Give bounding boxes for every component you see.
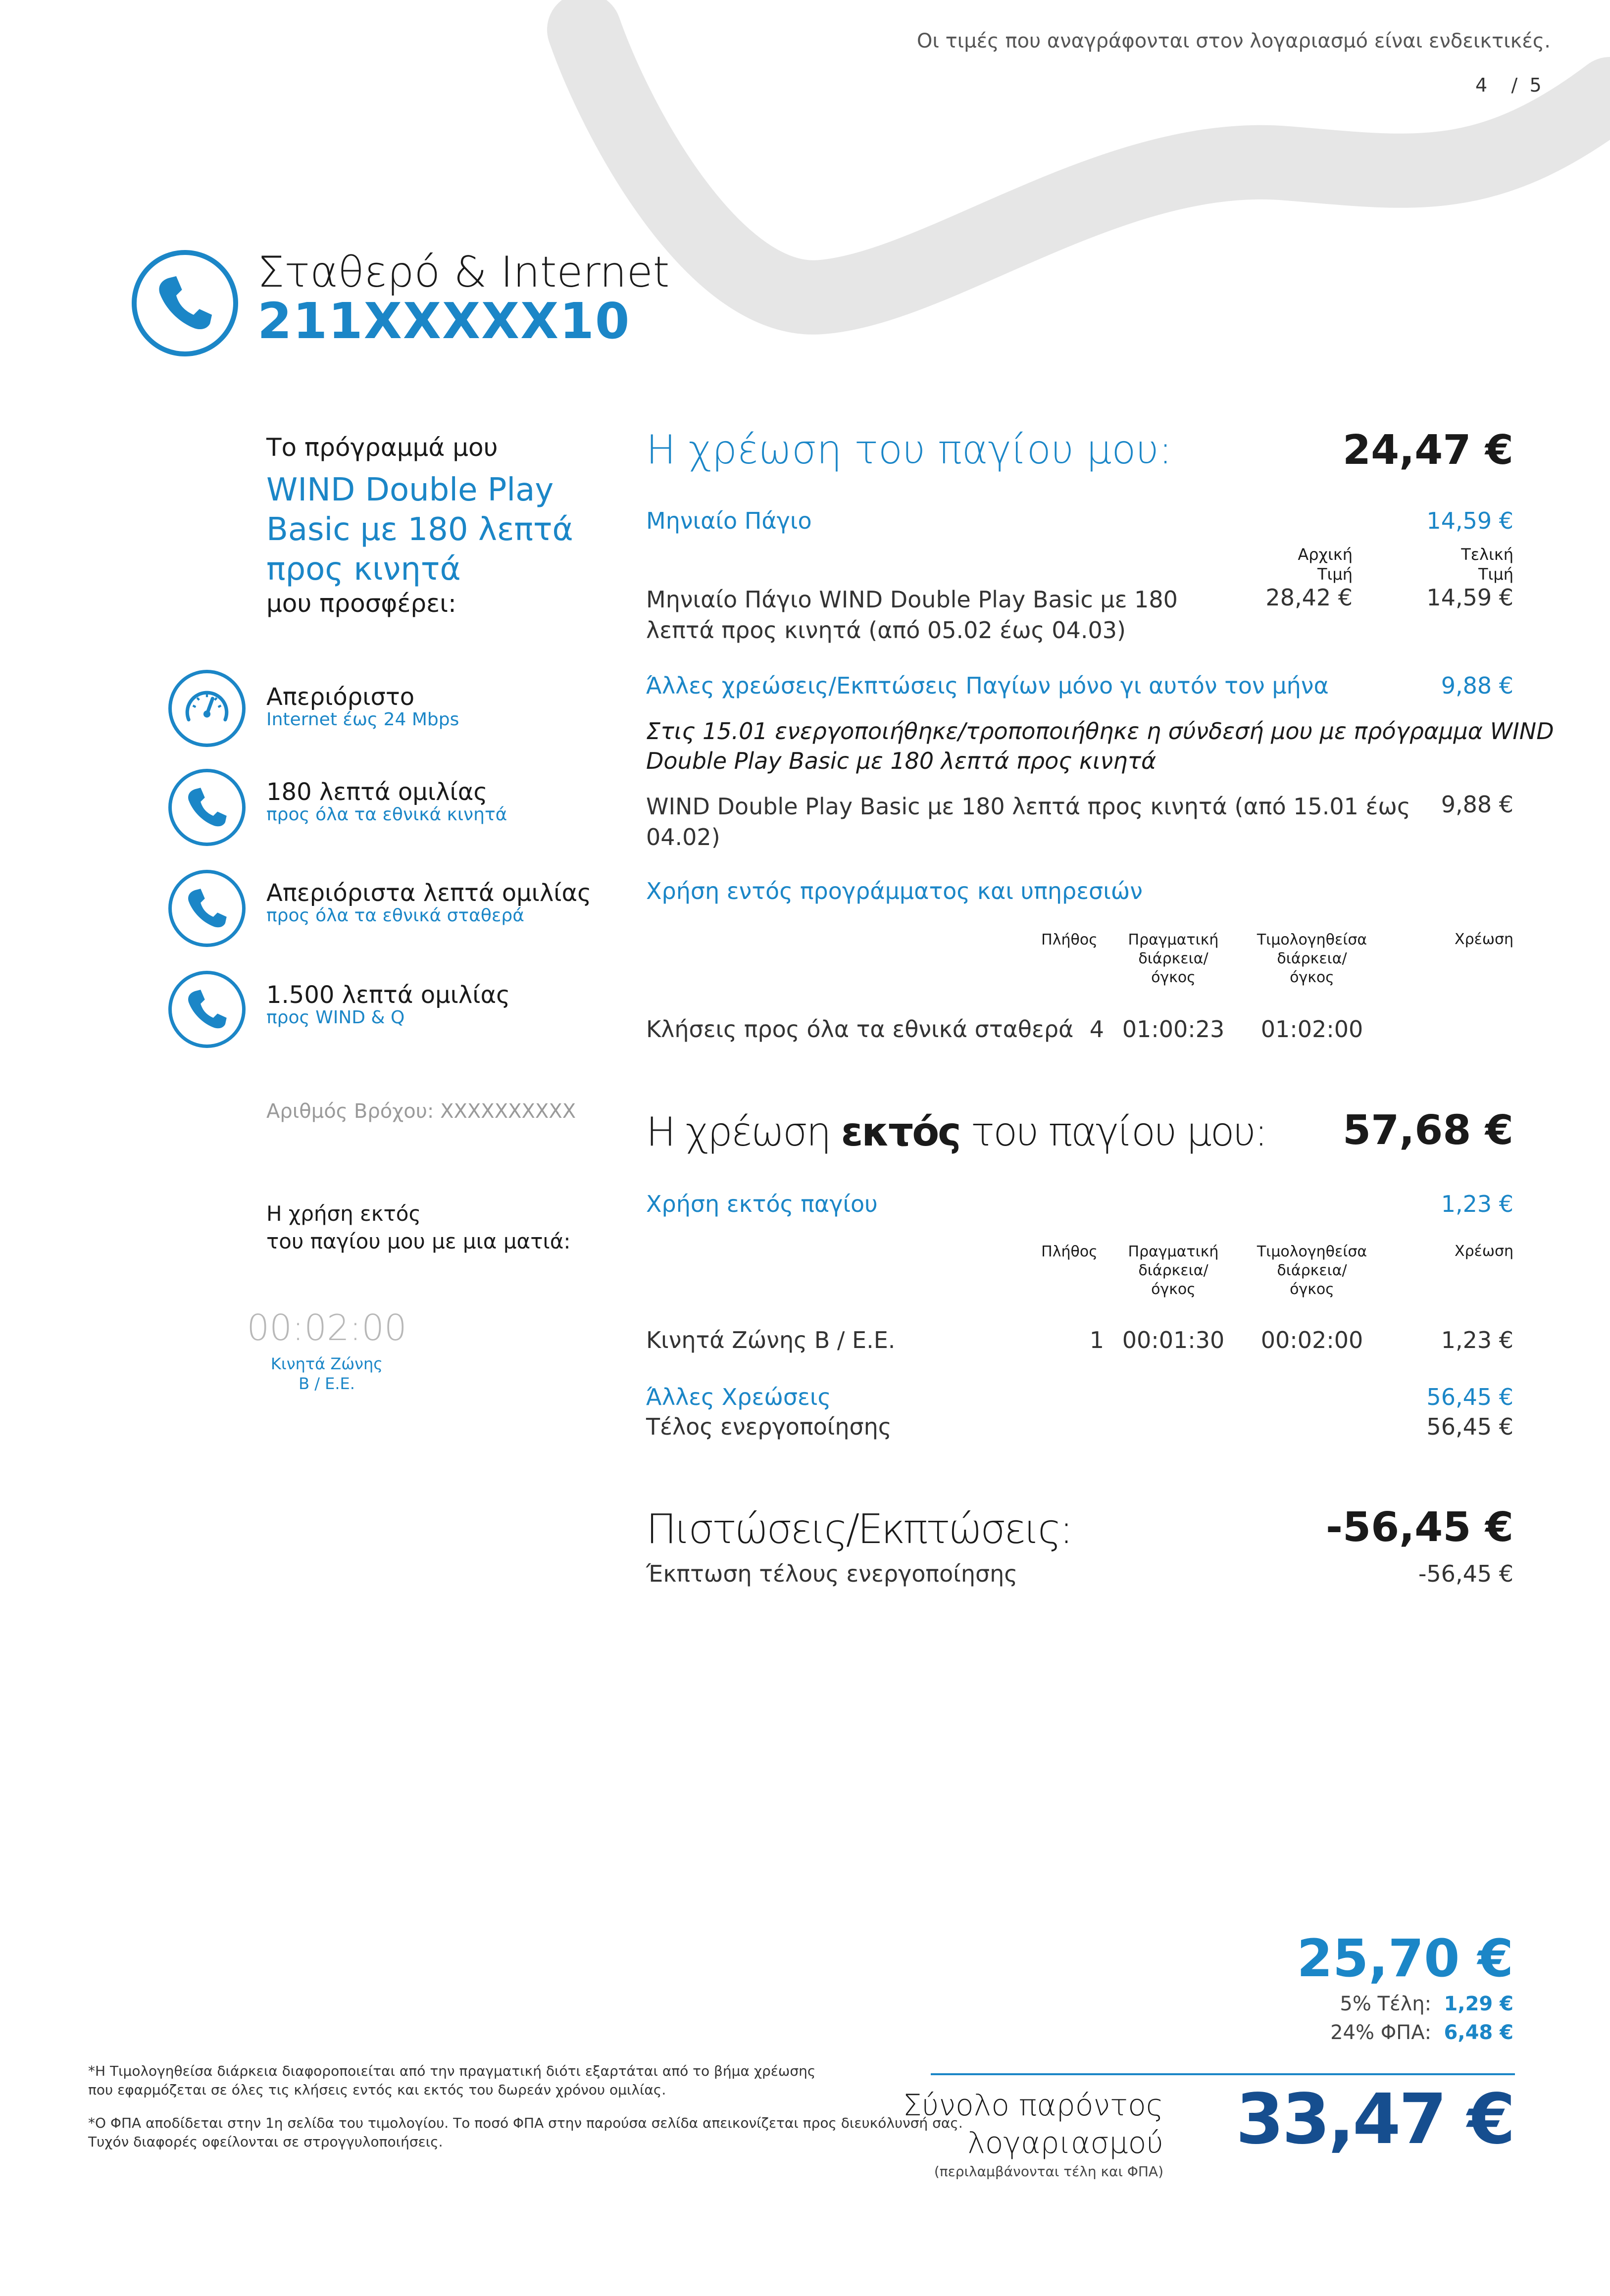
page-current: 4 bbox=[1475, 74, 1488, 96]
activation-note-line: Στις 15.01 ενεργοποιήθηκε/τροποποιήθηκε η σύνδεσή μου με πρόγραμμα WIND bbox=[646, 718, 1554, 745]
page-number bbox=[1475, 74, 1542, 96]
credits-total: -56,45 € bbox=[1325, 1504, 1513, 1551]
footnote-line: *Ο ΦΠΑ αποδίδεται στην 1η σελίδα του τιμολογίου. Το ποσό ΦΠΑ στην παρούσα σελίδα απεικονίζεται προς διευκόλυνσή σας. bbox=[88, 2115, 963, 2131]
fixed-charge-total: 24,47 € bbox=[1343, 427, 1513, 474]
phone-icon bbox=[168, 971, 246, 1048]
program-intro: Το πρόγραμμά μου bbox=[266, 433, 498, 462]
disclaimer-text: Οι τιμές που αναγράφονται στον λογαριασμό είναι ενδεικτικές. bbox=[916, 30, 1551, 52]
program-name bbox=[266, 470, 573, 589]
col-billed-duration bbox=[1243, 1243, 1381, 1299]
other-fixed-charges-amount: 9,88 € bbox=[1441, 672, 1513, 699]
usage-glance-label bbox=[228, 1354, 426, 1394]
outside-title-pre: Η χρέωση bbox=[646, 1109, 841, 1155]
footnote-line: που εφαρμόζεται σε όλες τις κλήσεις εντός και εκτός του δωρεάν χρόνου ομιλίας. bbox=[88, 2082, 666, 2098]
col-charge: Χρέωση bbox=[1455, 1243, 1513, 1260]
background-swoosh bbox=[0, 0, 1610, 446]
feature-subtitle: προς όλα τα εθνικά σταθερά bbox=[266, 905, 524, 926]
subtotal-amount: 25,70 € bbox=[1297, 1928, 1513, 1989]
other-charges-title: Άλλες Χρεώσεις bbox=[646, 1384, 831, 1410]
feature-title: Απεριόριστα λεπτά ομιλίας bbox=[266, 879, 592, 907]
monthly-fee-title: Μηνιαίο Πάγιο bbox=[646, 507, 812, 534]
col-billed-duration bbox=[1243, 931, 1381, 987]
usage-glance-line: του παγίου μου με μια ματιά: bbox=[266, 1229, 571, 1253]
credits-item-amount: -56,45 € bbox=[1418, 1560, 1513, 1587]
vat-label: 24% ΦΠΑ: bbox=[1330, 2021, 1432, 2044]
activation-note bbox=[646, 716, 1554, 776]
phone-icon bbox=[168, 870, 246, 947]
outside-charge-total: 57,68 € bbox=[1343, 1107, 1513, 1154]
program-offers: μου προσφέρει: bbox=[266, 589, 456, 618]
col-header-line: διάρκεια/ bbox=[1138, 1262, 1208, 1279]
monthly-fee-amount: 14,59 € bbox=[1426, 507, 1513, 534]
col-initial-price bbox=[1298, 545, 1353, 584]
table-row-actual: 00:01:30 bbox=[1122, 1327, 1225, 1353]
other-fixed-charges-title: Άλλες χρεώσεις/Εκπτώσεις Παγίων μόνο γι αυτόν τον μήνα bbox=[646, 672, 1329, 699]
loop-number: Αριθμός Βρόχου: XXXXXXXXXX bbox=[266, 1100, 576, 1123]
program-name-line: προς κινητά bbox=[266, 551, 461, 588]
speedometer-icon bbox=[168, 670, 246, 747]
outside-charge-title bbox=[646, 1109, 1266, 1155]
feature-subtitle: προς όλα τα εθνικά κινητά bbox=[266, 804, 507, 825]
col-header-line: διάρκεια/ bbox=[1277, 1262, 1347, 1279]
grand-total-note: (περιλαμβάνονται τέλη και ΦΠΑ) bbox=[934, 2163, 1163, 2180]
footnote-line: Τυχόν διαφορές οφείλονται σε στρογγυλοποιήσεις. bbox=[88, 2134, 443, 2150]
col-header-line: Τελική bbox=[1461, 545, 1513, 564]
outside-usage-amount: 1,23 € bbox=[1441, 1191, 1513, 1217]
col-header-line: Τιμή bbox=[1478, 565, 1513, 584]
grand-total-label-line: λογαριασμού bbox=[967, 2126, 1163, 2160]
col-header-line: όγκος bbox=[1151, 969, 1196, 986]
footnote-vat bbox=[88, 2114, 963, 2151]
col-actual-duration bbox=[1114, 1243, 1233, 1299]
col-qty: Πλήθος bbox=[1041, 1243, 1098, 1260]
col-header-line: Πραγματική bbox=[1128, 931, 1219, 948]
col-header-line: όγκος bbox=[1290, 969, 1334, 986]
other-fixed-item-amount: 9,88 € bbox=[1441, 791, 1513, 818]
table-row-charge: 1,23 € bbox=[1441, 1327, 1513, 1353]
monthly-fee-item-line: Μηνιαίο Πάγιο WIND Double Play Basic με 180 bbox=[646, 586, 1178, 613]
outside-title-bold: εκτός bbox=[841, 1109, 960, 1155]
usage-glance-line: Η χρήση εκτός bbox=[266, 1201, 421, 1226]
col-charge: Χρέωση bbox=[1455, 931, 1513, 948]
line-number: 211XXXXX10 bbox=[257, 292, 631, 350]
grand-total-amount: 33,47 € bbox=[1236, 2079, 1513, 2160]
other-fixed-item-line: 04.02) bbox=[646, 824, 720, 850]
usage-glance-label-line: Β / Ε.Ε. bbox=[299, 1374, 355, 1393]
table-row-billed: 01:02:00 bbox=[1260, 1016, 1363, 1043]
outside-usage-title: Χρήση εκτός παγίου bbox=[646, 1191, 878, 1217]
program-name-line: WIND Double Play bbox=[266, 472, 554, 508]
line-title: Σταθερό & Internet bbox=[257, 248, 670, 297]
col-header-line: διάρκεια/ bbox=[1138, 950, 1208, 967]
grand-total-label-line: Σύνολο παρόντος bbox=[903, 2088, 1163, 2123]
col-header-line: Αρχική bbox=[1298, 545, 1353, 564]
footnote-billing-step bbox=[88, 2062, 815, 2099]
col-header-line: Τιμολογηθείσα bbox=[1257, 1243, 1367, 1260]
table-row-qty: 1 bbox=[1089, 1327, 1104, 1353]
table-row-desc: Κλήσεις προς όλα τα εθνικά σταθερά bbox=[646, 1016, 1074, 1043]
phone-icon bbox=[132, 250, 238, 356]
monthly-fee-item-line: λεπτά προς κινητά (από 05.02 έως 04.03) bbox=[646, 617, 1126, 644]
usage-glance-heading bbox=[266, 1200, 571, 1255]
monthly-fee-final: 14,59 € bbox=[1426, 584, 1513, 611]
fees-amount: 1,29 € bbox=[1444, 1993, 1513, 2015]
col-actual-duration bbox=[1114, 931, 1233, 987]
col-header-line: Πραγματική bbox=[1128, 1243, 1219, 1260]
vat-line bbox=[1330, 2021, 1513, 2044]
credits-item: Έκπτωση τέλους ενεργοποίησης bbox=[646, 1560, 1018, 1587]
footnote-line: *Η Τιμολογηθείσα διάρκεια διαφοροποιείται από την πραγματική διότι εξαρτάται από το βήμα χρέωσης bbox=[88, 2063, 816, 2079]
page-separator: / bbox=[1511, 74, 1518, 96]
activation-note-line: Double Play Basic με 180 λεπτά προς κινητά bbox=[646, 748, 1157, 774]
table-row-actual: 01:00:23 bbox=[1122, 1016, 1225, 1043]
program-name-line: Basic με 180 λεπτά bbox=[266, 511, 573, 548]
col-header-line: Τιμή bbox=[1317, 565, 1353, 584]
col-qty: Πλήθος bbox=[1041, 931, 1098, 948]
phone-icon bbox=[168, 769, 246, 846]
other-fixed-item-line: WIND Double Play Basic με 180 λεπτά προς κινητά (από 15.01 έως bbox=[646, 793, 1410, 820]
vat-amount: 6,48 € bbox=[1444, 2021, 1513, 2044]
inplan-usage-title: Χρήση εντός προγράμματος και υπηρεσιών bbox=[646, 878, 1143, 904]
col-header-line: όγκος bbox=[1151, 1281, 1196, 1298]
table-row-desc: Κινητά Ζώνης Β / Ε.Ε. bbox=[646, 1327, 896, 1353]
fixed-charge-title: Η χρέωση του παγίου μου: bbox=[646, 427, 1172, 473]
feature-title: 180 λεπτά ομιλίας bbox=[266, 778, 488, 806]
feature-subtitle: προς WIND & Q bbox=[266, 1007, 405, 1028]
summary-divider bbox=[931, 2073, 1515, 2075]
other-charges-amount: 56,45 € bbox=[1426, 1384, 1513, 1410]
fees-label: 5% Τέλη: bbox=[1340, 1993, 1432, 2015]
other-fixed-item bbox=[646, 791, 1410, 852]
col-final-price bbox=[1461, 545, 1513, 584]
credits-title: Πιστώσεις/Εκπτώσεις: bbox=[646, 1506, 1071, 1553]
monthly-fee-item bbox=[646, 584, 1178, 646]
fees-line bbox=[1340, 1993, 1513, 2015]
col-header-line: όγκος bbox=[1290, 1281, 1334, 1298]
activation-fee-amount: 56,45 € bbox=[1426, 1413, 1513, 1440]
outside-title-post: του παγίου μου: bbox=[959, 1109, 1266, 1155]
monthly-fee-initial: 28,42 € bbox=[1265, 584, 1353, 611]
col-header-line: διάρκεια/ bbox=[1277, 950, 1347, 967]
table-row-qty: 4 bbox=[1089, 1016, 1104, 1043]
page-total: 5 bbox=[1529, 74, 1542, 96]
feature-title: 1.500 λεπτά ομιλίας bbox=[266, 981, 510, 1009]
activation-fee-label: Τέλος ενεργοποίησης bbox=[646, 1413, 892, 1440]
feature-subtitle: Internet έως 24 Mbps bbox=[266, 709, 459, 730]
col-header-line: Τιμολογηθείσα bbox=[1257, 931, 1367, 948]
table-row-billed: 00:02:00 bbox=[1260, 1327, 1363, 1353]
feature-title: Απεριόριστο bbox=[266, 683, 415, 711]
usage-glance-time: 00:02:00 bbox=[247, 1307, 407, 1348]
usage-glance-label-line: Κινητά Ζώνης bbox=[270, 1354, 383, 1373]
